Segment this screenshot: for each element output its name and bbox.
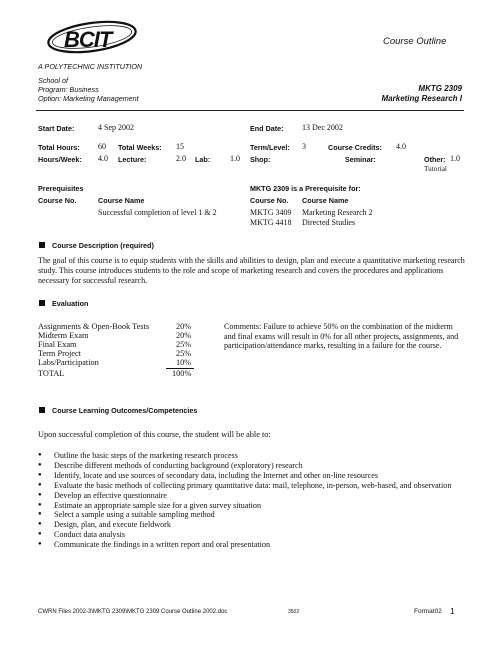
list-item: ● Describe different methods of conducting background (exploratory) research (38, 461, 468, 471)
evaluation-item: TOTAL (38, 369, 65, 378)
section-bullet-icon (39, 407, 45, 413)
total-weeks-value: 15 (176, 142, 184, 151)
course-credits-value: 4.0 (396, 142, 406, 151)
total-weeks-label: Total Weeks: (118, 143, 162, 152)
start-date-value: 4 Sep 2002 (98, 123, 134, 132)
end-date-value: 13 Dec 2002 (302, 123, 343, 132)
evaluation-percent: 20% (176, 331, 192, 340)
footer-format: Format02 (414, 608, 442, 615)
total-hours-label: Total Hours: (38, 143, 80, 152)
course-code: MKTG 2309 (418, 84, 462, 93)
other-value: 1.0 (450, 154, 460, 163)
header-divider (36, 110, 464, 111)
evaluation-percent: 25% (176, 349, 192, 358)
lecture-label: Lecture: (118, 155, 147, 164)
document-type: Course Outline (383, 36, 447, 47)
prereq-for-no-2: MKTG 4418 (250, 218, 292, 227)
list-item: ● Develop an effective questionnaire (38, 491, 468, 501)
section-bullet-icon (39, 300, 45, 306)
program-line: Program: Business (38, 85, 99, 94)
outcomes-list (38, 451, 468, 550)
term-level-label: Term/Level: (250, 143, 290, 152)
bcit-logo (44, 18, 140, 58)
outcomes-intro: Upon successful completion of this course, the student will be able to: (38, 430, 271, 439)
total-hours-value: 60 (98, 142, 106, 151)
evaluation-comments: Comments: Failure to achieve 50% on the combination of the midterm and final exams will result in 0% for all other projects, assignments, and participation/attendance marks, resulting in a failure for the course. (224, 322, 459, 351)
prereq-for-name-1: Marketing Research 2 (302, 208, 373, 217)
section-bullet-icon (39, 242, 45, 248)
evaluation-percent: 20% (176, 322, 192, 331)
evaluation-percent: 10% (176, 358, 192, 367)
list-item: ● Communicate the findings in a written report and oral presentation (38, 540, 468, 550)
other-label: Other: (424, 155, 446, 164)
other-note: Tutorial (424, 165, 447, 173)
start-date-label: Start Date: (38, 124, 75, 133)
page-number: 1 (450, 606, 455, 616)
list-item: ● Conduct data analysis (38, 530, 468, 540)
list-item: ● Design, plan, and execute fieldwork (38, 520, 468, 530)
prereq-for-title: MKTG 2309 is a Prerequisite for: (250, 184, 361, 193)
lab-value: 1.0 (230, 154, 240, 163)
logo-tagline: A POLYTECHNIC INSTITUTION (38, 62, 143, 71)
list-item: ● Outline the basic steps of the marketing research process (38, 451, 468, 461)
evaluation-heading: Evaluation (52, 299, 89, 308)
description-text: The goal of this course is to equip students with the skills and abilities to design, plan and execute a quantitative marketing research study. This course introduces students to the role and scope of marketing research and covers the procedures and applications necessary for successful research. (38, 256, 465, 285)
prereq-col-name: Course Name (98, 196, 145, 205)
course-credits-label: Course Credits: (328, 143, 382, 152)
hours-week-value: 4.0 (98, 154, 108, 163)
prereq-item-name: Successful completion of level 1 & 2 (98, 208, 217, 217)
option-line: Option: Marketing Management (38, 94, 139, 103)
logo-wordmark: BCIT (64, 27, 112, 52)
description-heading: Course Description (required) (52, 241, 154, 250)
hours-week-label: Hours/Week: (38, 155, 82, 164)
prereq-for-col-no: Course No. (250, 196, 289, 205)
evaluation-item: Assignments & Open-Book Tests (38, 322, 150, 331)
outcomes-heading: Course Learning Outcomes/Competencies (52, 406, 198, 415)
footer-path: CWRN Files 2002-3\MKTG 2309\MKTG 2309 Course Outline 2002.doc (38, 609, 228, 615)
end-date-label: End Date: (250, 124, 284, 133)
shop-label: Shop: (250, 155, 271, 164)
evaluation-item: Midterm Exam (38, 331, 89, 340)
footer-code: 3502 (288, 609, 300, 615)
evaluation-percent: 25% (176, 340, 192, 349)
prereq-title: Prerequisites (38, 184, 84, 193)
evaluation-percent: 100% (172, 369, 192, 378)
prereq-col-no: Course No. (38, 196, 77, 205)
school-line: School of (38, 76, 68, 85)
list-item: ● Select a sample using a suitable sampling method (38, 510, 468, 520)
prereq-for-no-1: MKTG 3409 (250, 208, 292, 217)
evaluation-item: Final Exam (38, 340, 77, 349)
lecture-value: 2.0 (176, 154, 186, 163)
prereq-for-name-2: Directed Studies (302, 218, 356, 227)
term-level-value: 3 (302, 142, 306, 151)
list-item: ● Evaluate the basic methods of collecting primary quantitative data: mail, telephone, in-person, web-based, and observation (38, 481, 468, 491)
seminar-label: Seminar: (345, 155, 376, 164)
list-item: ● Identify, locate and use sources of secondary data, including the Internet and other on-line resources (38, 471, 468, 481)
course-title: Marketing Research I (381, 94, 462, 103)
prereq-for-col-name: Course Name (302, 196, 349, 205)
evaluation-item: Term Project (38, 349, 81, 358)
evaluation-item: Labs/Participation (38, 358, 99, 367)
list-item: ● Estimate an appropriate sample size for a given survey situation (38, 501, 468, 511)
lab-label: Lab: (195, 155, 211, 164)
